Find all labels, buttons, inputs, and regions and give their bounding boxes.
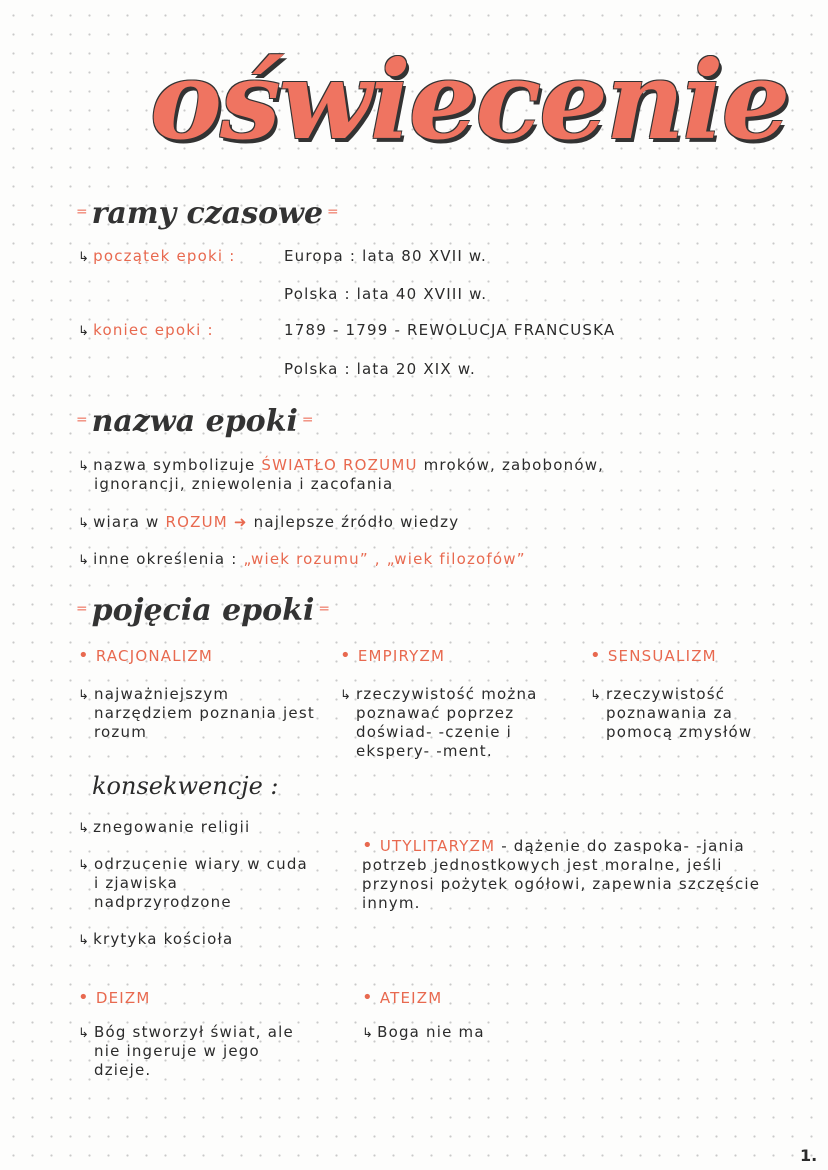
sparkle-left-icon: ⁼	[76, 203, 88, 229]
nazwa-line3-a: inne określenia :	[93, 550, 238, 568]
ateizm-title	[362, 987, 442, 1008]
ateizm-desc-text: Boga nie ma	[377, 1023, 485, 1041]
bullet-arrow-icon: ↳	[362, 1026, 375, 1041]
bullet-arrow-icon: ↳	[78, 324, 91, 339]
empiryzm-title	[340, 645, 445, 666]
arrow-right-icon: ➜	[233, 513, 248, 531]
racjonalizm-title	[78, 645, 213, 666]
heading-pojecia-text: pojęcia epoki	[91, 593, 315, 628]
konsekwencje-item1-text: znegowanie religii	[93, 818, 251, 836]
racjonalizm-desc: najważniejszym narzędziem poznania jest rozum	[94, 685, 315, 741]
utylitaryzm-desc: - dążenie do zaspoka- -jania potrzeb jednostkowych jest moralne, jeśli przynosi pożytek ogółowi, zapewnia szczęście innym.	[362, 837, 761, 912]
start-label-text: początek epoki :	[93, 247, 236, 265]
bullet-arrow-icon: ↳	[78, 821, 91, 836]
start-label	[78, 247, 235, 265]
ateizm-name: ATEIZM	[379, 989, 443, 1007]
heading-pojecia-epoki	[72, 593, 334, 628]
racjonalizm-arrow-icon: ↳	[78, 688, 91, 703]
start-europe: Europa : lata 80 XVII w.	[284, 247, 487, 265]
utylitaryzm-name: UTYLITARYZM	[379, 837, 496, 855]
empiryzm-desc: rzeczywistość można poznawać poprzez doświad- -czenie i ekspery- -ment.	[356, 685, 538, 760]
sensualizm-arrow-icon: ↳	[590, 688, 603, 703]
sparkle-right-icon: ⁼	[327, 203, 339, 229]
nazwa-line1-c: ignorancji, zniewolenia i zacofania	[94, 475, 394, 493]
sparkle-right-icon: ⁼	[301, 411, 314, 437]
page-title: oświecenie	[150, 38, 789, 164]
nazwa-line1-b: mroków, zabobonów,	[423, 456, 605, 474]
bullet-dot-icon: •	[78, 987, 90, 1008]
bullet-dot-icon: •	[340, 645, 352, 666]
konsekwencje-item3-text: krytyka kościoła	[93, 930, 234, 948]
racjonalizm-name: RACJONALIZM	[95, 647, 214, 665]
sparkle-right-icon: ⁼	[318, 600, 330, 626]
bullet-arrow-icon: ↳	[78, 516, 91, 531]
bullet-dot-icon: •	[362, 835, 374, 856]
empiryzm-name: EMPIRYZM	[357, 647, 446, 665]
sparkle-left-icon: ⁼	[76, 600, 88, 626]
deizm-title	[78, 987, 151, 1008]
nazwa-line1-a: nazwa symbolizuje	[93, 456, 256, 474]
end-label	[78, 321, 214, 339]
heading-nazwa-epoki	[72, 404, 318, 439]
end-revolution: 1789 - 1799 - REWOLUCJA FRANCUSKA	[284, 321, 616, 339]
bullet-arrow-icon: ↳	[78, 250, 91, 265]
konsekwencje-item3	[78, 930, 233, 948]
ateizm-desc	[362, 1023, 485, 1041]
heading-ramy-czasowe	[72, 196, 343, 231]
inne-okreslenia: „wiek rozumu” , „wiek filozofów”	[243, 550, 526, 568]
bullet-dot-icon: •	[590, 645, 602, 666]
bullet-arrow-icon: ↳	[78, 933, 91, 948]
bullet-arrow-icon: ↳	[78, 553, 91, 568]
sensualizm-title	[590, 645, 717, 666]
bullet-dot-icon: •	[78, 645, 90, 666]
bullet-arrow-icon: ↳	[78, 459, 91, 474]
end-label-text: koniec epoki :	[93, 321, 214, 339]
nazwa-line3	[78, 550, 526, 568]
swiatlo-rozumu: ŚWIATŁO ROZUMU	[261, 456, 418, 474]
konsekwencje-item2-arrow-icon: ↳	[78, 858, 91, 873]
sparkle-left-icon: ⁼	[76, 411, 88, 437]
deizm-name: DEIZM	[95, 989, 151, 1007]
page-number: 1.	[800, 1146, 818, 1165]
rozum-highlight: ROZUM	[165, 513, 228, 531]
start-poland: Polska : lata 40 XVIII w.	[284, 285, 488, 303]
bullet-dot-icon: •	[362, 987, 374, 1008]
utylitaryzm-block	[362, 836, 782, 913]
end-poland: Polska : lata 20 XIX w.	[284, 360, 476, 378]
sensualizm-desc: rzeczywistość poznawania za pomocą zmysłów	[606, 685, 753, 741]
heading-nazwa-text: nazwa epoki	[91, 404, 298, 439]
nazwa-line2-a: wiara w	[93, 513, 160, 531]
konsekwencje-item2: odrzucenie wiary w cuda i zjawiska nadprzyrodzone	[94, 855, 308, 911]
heading-ramy-text: ramy czasowe	[91, 196, 324, 231]
nazwa-line2	[78, 513, 459, 531]
nazwa-line2-b: najlepsze źródło wiedzy	[253, 513, 460, 531]
konsekwencje-heading: konsekwencje :	[92, 772, 279, 800]
deizm-desc: Bóg stworzył świat, ale nie ingeruje w jego dzieje.	[94, 1023, 294, 1079]
nazwa-line1	[78, 456, 604, 474]
empiryzm-arrow-icon: ↳	[340, 688, 353, 703]
konsekwencje-item1	[78, 818, 250, 836]
deizm-arrow-icon: ↳	[78, 1026, 91, 1041]
sensualizm-name: SENSUALIZM	[607, 647, 717, 665]
